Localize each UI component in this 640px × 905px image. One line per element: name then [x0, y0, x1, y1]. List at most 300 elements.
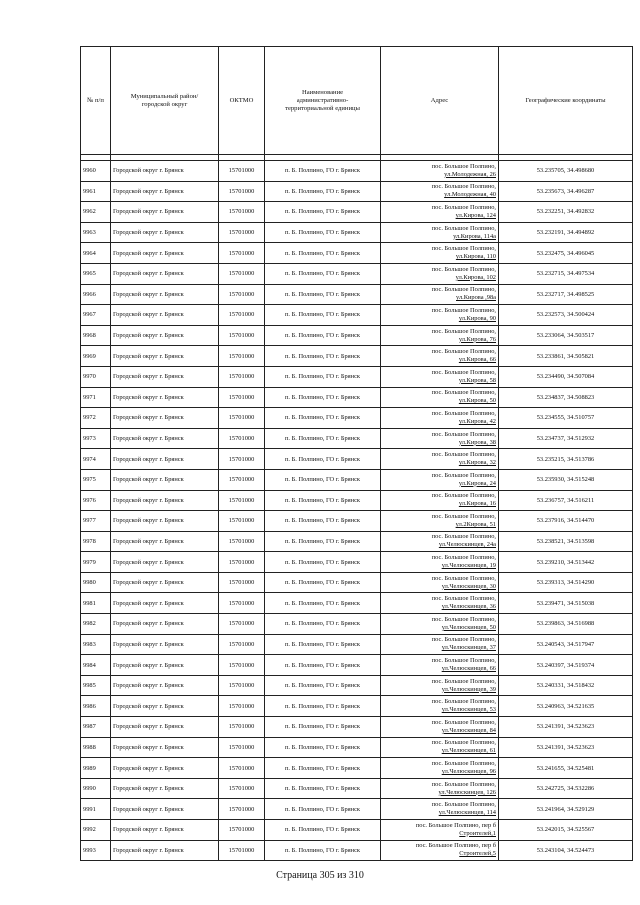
address-line-2: ул.Челюскинцев, 19: [441, 562, 496, 570]
row-number-cell: 9971: [81, 387, 111, 408]
oktmo-cell: 15701000: [219, 572, 265, 593]
table-row: [81, 655, 633, 676]
address-line-1: пос. Большое Полпино,: [431, 718, 496, 726]
address-line-2: Строителей,1: [459, 829, 496, 837]
address-line-1: пос. Большое Полпино,: [431, 533, 496, 541]
unit-cell: п. Б. Полпино, ГО г. Брянск: [265, 387, 381, 408]
unit-cell: п. Б. Полпино, ГО г. Брянск: [265, 593, 381, 614]
address-line-2: ул.Кирова ,98а: [456, 294, 496, 302]
address-line-1: пос. Большое Полпино,: [431, 430, 496, 438]
address-line-1: пос. Большое Полпино,: [431, 348, 496, 356]
table-row: [81, 820, 633, 841]
row-number-cell: 9987: [81, 717, 111, 738]
address-line-1: пос. Большое Полпино, пер б: [415, 821, 496, 829]
header-num: № п/п: [81, 47, 111, 155]
table-row: [81, 284, 633, 305]
municipality-cell: Городской округ г. Брянск: [111, 428, 219, 449]
address-cell: [381, 325, 499, 346]
row-number-cell: 9980: [81, 572, 111, 593]
address-line-2: ул.Челюскинцев, 37: [441, 644, 496, 652]
address-cell: [381, 614, 499, 635]
oktmo-cell: 15701000: [219, 614, 265, 635]
oktmo-cell: 15701000: [219, 346, 265, 367]
address-line-2: ул.Кирова, 102: [455, 273, 496, 281]
address-cell: [381, 346, 499, 367]
oktmo-cell: 15701000: [219, 325, 265, 346]
address-line-1: пос. Большое Полпино,: [431, 492, 496, 500]
address-cell: [381, 284, 499, 305]
address-line-1: пос. Большое Полпино, пер б: [415, 842, 496, 850]
address-line-2: ул.Кирова, 76: [458, 335, 496, 343]
address-cell: [381, 263, 499, 284]
coords-cell: 53.233064, 34.503517: [499, 325, 633, 346]
address-line-2: ул.Челюскинцев, 24а: [438, 541, 496, 549]
coords-cell: 53.241391, 34.523623: [499, 737, 633, 758]
coords-cell: 53.242015, 34.525567: [499, 820, 633, 841]
address-line-2: ул.Кирова, 42: [458, 417, 496, 425]
table-row: [81, 243, 633, 264]
address-line-1: пос. Большое Полпино,: [431, 739, 496, 747]
row-number-cell: 9972: [81, 408, 111, 429]
municipality-cell: Городской округ г. Брянск: [111, 243, 219, 264]
address-cell: [381, 449, 499, 470]
coords-cell: 53.232251, 34.492832: [499, 202, 633, 223]
registry-table: [80, 46, 633, 861]
coords-cell: 53.242725, 34.532286: [499, 778, 633, 799]
table-body: [81, 161, 633, 861]
coords-cell: 53.232191, 34.494892: [499, 222, 633, 243]
unit-cell: п. Б. Полпино, ГО г. Брянск: [265, 675, 381, 696]
address-cell: [381, 222, 499, 243]
address-line-1: пос. Большое Полпино,: [431, 780, 496, 788]
table-row: [81, 696, 633, 717]
unit-cell: п. Б. Полпино, ГО г. Брянск: [265, 202, 381, 223]
address-cell: [381, 572, 499, 593]
address-line-2: ул.Кирова, 66: [458, 356, 496, 364]
coords-cell: 53.234737, 34.512932: [499, 428, 633, 449]
row-number-cell: 9983: [81, 634, 111, 655]
table-row: [81, 778, 633, 799]
coords-cell: 53.232717, 34.498525: [499, 284, 633, 305]
coords-cell: 53.232573, 34.500424: [499, 305, 633, 326]
row-number-cell: 9973: [81, 428, 111, 449]
coords-cell: 53.240963, 34.521635: [499, 696, 633, 717]
municipality-cell: Городской округ г. Брянск: [111, 284, 219, 305]
unit-cell: п. Б. Полпино, ГО г. Брянск: [265, 263, 381, 284]
address-line-2: ул.Кирова, 58: [458, 376, 496, 384]
table-row: [81, 675, 633, 696]
address-cell: [381, 531, 499, 552]
oktmo-cell: 15701000: [219, 737, 265, 758]
address-cell: [381, 840, 499, 861]
address-cell: [381, 799, 499, 820]
address-cell: [381, 778, 499, 799]
address-cell: [381, 243, 499, 264]
table-row: [81, 634, 633, 655]
row-number-cell: 9988: [81, 737, 111, 758]
unit-cell: п. Б. Полпино, ГО г. Брянск: [265, 840, 381, 861]
municipality-cell: Городской округ г. Брянск: [111, 675, 219, 696]
coords-cell: 53.233861, 34.505821: [499, 346, 633, 367]
row-number-cell: 9976: [81, 490, 111, 511]
coords-cell: 53.240397, 34.519374: [499, 655, 633, 676]
table-row: [81, 449, 633, 470]
oktmo-cell: 15701000: [219, 181, 265, 202]
municipality-cell: Городской округ г. Брянск: [111, 737, 219, 758]
address-cell: [381, 408, 499, 429]
table-row: [81, 263, 633, 284]
municipality-cell: Городской округ г. Брянск: [111, 799, 219, 820]
address-line-2: ул.Челюскинцев, 96: [441, 768, 496, 776]
address-cell: [381, 675, 499, 696]
unit-cell: п. Б. Полпино, ГО г. Брянск: [265, 634, 381, 655]
address-line-1: пос. Большое Полпино,: [431, 389, 496, 397]
oktmo-cell: 15701000: [219, 799, 265, 820]
coords-cell: 53.240331, 34.518432: [499, 675, 633, 696]
unit-cell: п. Б. Полпино, ГО г. Брянск: [265, 737, 381, 758]
municipality-cell: Городской округ г. Брянск: [111, 449, 219, 470]
coords-cell: 53.241391, 34.523623: [499, 717, 633, 738]
unit-cell: п. Б. Полпино, ГО г. Брянск: [265, 717, 381, 738]
oktmo-cell: 15701000: [219, 408, 265, 429]
oktmo-cell: 15701000: [219, 449, 265, 470]
address-cell: [381, 490, 499, 511]
address-line-1: пос. Большое Полпино,: [431, 677, 496, 685]
address-cell: [381, 511, 499, 532]
oktmo-cell: 15701000: [219, 428, 265, 449]
table-row: [81, 614, 633, 635]
address-line-1: пос. Большое Полпино,: [431, 801, 496, 809]
oktmo-cell: 15701000: [219, 758, 265, 779]
address-line-2: ул.Челюскинцев, 66: [441, 665, 496, 673]
row-number-cell: 9982: [81, 614, 111, 635]
address-cell: [381, 820, 499, 841]
unit-cell: п. Б. Полпино, ГО г. Брянск: [265, 428, 381, 449]
table-row: [81, 305, 633, 326]
municipality-cell: Городской округ г. Брянск: [111, 263, 219, 284]
coords-cell: 53.243104, 34.524473: [499, 840, 633, 861]
address-line-1: пос. Большое Полпино,: [431, 595, 496, 603]
municipality-cell: Городской округ г. Брянск: [111, 490, 219, 511]
municipality-cell: Городской округ г. Брянск: [111, 820, 219, 841]
row-number-cell: 9990: [81, 778, 111, 799]
table-row: [81, 511, 633, 532]
address-cell: [381, 366, 499, 387]
address-line-2: Строителей,5: [459, 850, 496, 858]
unit-cell: п. Б. Полпино, ГО г. Брянск: [265, 469, 381, 490]
address-line-1: пос. Большое Полпино,: [431, 265, 496, 273]
header-municipality: Муниципальный район/городской округ: [111, 47, 219, 155]
address-line-1: пос. Большое Полпино,: [431, 224, 496, 232]
page-footer: Страница 305 из 310: [276, 870, 364, 881]
municipality-cell: Городской округ г. Брянск: [111, 161, 219, 182]
row-number-cell: 9981: [81, 593, 111, 614]
unit-cell: п. Б. Полпино, ГО г. Брянск: [265, 243, 381, 264]
table-row: [81, 490, 633, 511]
row-number-cell: 9977: [81, 511, 111, 532]
address-line-1: пос. Большое Полпино,: [431, 471, 496, 479]
address-cell: [381, 758, 499, 779]
oktmo-cell: 15701000: [219, 263, 265, 284]
address-line-2: ул.Челюскинцев, 39: [441, 685, 496, 693]
row-number-cell: 9969: [81, 346, 111, 367]
address-cell: [381, 428, 499, 449]
row-number-cell: 9965: [81, 263, 111, 284]
row-number-cell: 9962: [81, 202, 111, 223]
address-line-2: ул.Челюскинцев, 36: [441, 603, 496, 611]
unit-cell: п. Б. Полпино, ГО г. Брянск: [265, 449, 381, 470]
oktmo-cell: 15701000: [219, 284, 265, 305]
address-cell: [381, 655, 499, 676]
row-number-cell: 9975: [81, 469, 111, 490]
address-line-1: пос. Большое Полпино,: [431, 245, 496, 253]
municipality-cell: Городской округ г. Брянск: [111, 408, 219, 429]
table-row: [81, 181, 633, 202]
municipality-cell: Городской округ г. Брянск: [111, 387, 219, 408]
municipality-cell: Городской округ г. Брянск: [111, 325, 219, 346]
table-row: [81, 325, 633, 346]
address-line-2: ул.Кирова, 114а: [453, 232, 496, 240]
row-number-cell: 9985: [81, 675, 111, 696]
address-line-2: ул.2Кирова, 51: [455, 520, 496, 528]
address-line-1: пос. Большое Полпино,: [431, 657, 496, 665]
municipality-cell: Городской округ г. Брянск: [111, 593, 219, 614]
coords-cell: 53.237916, 34.514470: [499, 511, 633, 532]
unit-cell: п. Б. Полпино, ГО г. Брянск: [265, 511, 381, 532]
address-line-2: ул.Кирова, 24: [458, 479, 496, 487]
unit-cell: п. Б. Полпино, ГО г. Брянск: [265, 325, 381, 346]
unit-cell: п. Б. Полпино, ГО г. Брянск: [265, 222, 381, 243]
oktmo-cell: 15701000: [219, 717, 265, 738]
row-number-cell: 9989: [81, 758, 111, 779]
oktmo-cell: 15701000: [219, 675, 265, 696]
address-line-1: пос. Большое Полпино,: [431, 162, 496, 170]
unit-cell: п. Б. Полпино, ГО г. Брянск: [265, 758, 381, 779]
table-row: [81, 531, 633, 552]
oktmo-cell: 15701000: [219, 366, 265, 387]
unit-cell: п. Б. Полпино, ГО г. Брянск: [265, 408, 381, 429]
table-row: [81, 222, 633, 243]
municipality-cell: Городской округ г. Брянск: [111, 655, 219, 676]
row-number-cell: 9963: [81, 222, 111, 243]
table-row: [81, 799, 633, 820]
address-cell: [381, 181, 499, 202]
oktmo-cell: 15701000: [219, 820, 265, 841]
address-line-1: пос. Большое Полпино,: [431, 512, 496, 520]
row-number-cell: 9991: [81, 799, 111, 820]
table-row: [81, 408, 633, 429]
coords-cell: 53.238521, 34.513598: [499, 531, 633, 552]
address-cell: [381, 305, 499, 326]
unit-cell: п. Б. Полпино, ГО г. Брянск: [265, 572, 381, 593]
address-line-2: ул.Челюскинцев, 126: [438, 788, 496, 796]
address-line-1: пос. Большое Полпино,: [431, 698, 496, 706]
table-row: [81, 428, 633, 449]
oktmo-cell: 15701000: [219, 696, 265, 717]
address-line-2: ул.Кирова, 110: [455, 253, 496, 261]
municipality-cell: Городской округ г. Брянск: [111, 346, 219, 367]
address-cell: [381, 696, 499, 717]
municipality-cell: Городской округ г. Брянск: [111, 696, 219, 717]
address-line-2: ул.Кирова, 124: [455, 211, 496, 219]
row-number-cell: 9986: [81, 696, 111, 717]
coords-cell: 53.239313, 34.514290: [499, 572, 633, 593]
address-line-2: ул.Молодежная, 26: [444, 170, 496, 178]
address-line-2: ул.Кирова, 16: [458, 500, 496, 508]
row-number-cell: 9968: [81, 325, 111, 346]
coords-cell: 53.236757, 34.516211: [499, 490, 633, 511]
header-oktmo: ОКТМО: [219, 47, 265, 155]
row-number-cell: 9967: [81, 305, 111, 326]
oktmo-cell: 15701000: [219, 778, 265, 799]
coords-cell: 53.234555, 34.510757: [499, 408, 633, 429]
address-line-1: пос. Большое Полпино,: [431, 203, 496, 211]
address-cell: [381, 717, 499, 738]
coords-cell: 53.239471, 34.515038: [499, 593, 633, 614]
address-line-1: пос. Большое Полпино,: [431, 636, 496, 644]
municipality-cell: Городской округ г. Брянск: [111, 778, 219, 799]
table-row: [81, 758, 633, 779]
address-line-2: ул.Челюскинцев, 84: [441, 726, 496, 734]
table-row: [81, 469, 633, 490]
oktmo-cell: 15701000: [219, 161, 265, 182]
oktmo-cell: 15701000: [219, 387, 265, 408]
unit-cell: п. Б. Полпино, ГО г. Брянск: [265, 161, 381, 182]
oktmo-cell: 15701000: [219, 552, 265, 573]
municipality-cell: Городской округ г. Брянск: [111, 614, 219, 635]
oktmo-cell: 15701000: [219, 655, 265, 676]
oktmo-cell: 15701000: [219, 840, 265, 861]
table-row: [81, 161, 633, 182]
municipality-cell: Городской округ г. Брянск: [111, 634, 219, 655]
header-coords: Географические координаты: [499, 47, 633, 155]
coords-cell: 53.239210, 34.513442: [499, 552, 633, 573]
coords-cell: 53.235673, 34.496287: [499, 181, 633, 202]
oktmo-cell: 15701000: [219, 531, 265, 552]
row-number-cell: 9979: [81, 552, 111, 573]
row-number-cell: 9992: [81, 820, 111, 841]
coords-cell: 53.235215, 34.513786: [499, 449, 633, 470]
address-line-1: пос. Большое Полпино,: [431, 554, 496, 562]
oktmo-cell: 15701000: [219, 469, 265, 490]
row-number-cell: 9984: [81, 655, 111, 676]
unit-cell: п. Б. Полпино, ГО г. Брянск: [265, 655, 381, 676]
unit-cell: п. Б. Полпино, ГО г. Брянск: [265, 346, 381, 367]
unit-cell: п. Б. Полпино, ГО г. Брянск: [265, 490, 381, 511]
unit-cell: п. Б. Полпино, ГО г. Брянск: [265, 531, 381, 552]
address-cell: [381, 552, 499, 573]
address-line-1: пос. Большое Полпино,: [431, 574, 496, 582]
address-cell: [381, 469, 499, 490]
table-row: [81, 346, 633, 367]
address-cell: [381, 161, 499, 182]
address-cell: [381, 387, 499, 408]
address-line-1: пос. Большое Полпино,: [431, 451, 496, 459]
oktmo-cell: 15701000: [219, 634, 265, 655]
table-row: [81, 366, 633, 387]
unit-cell: п. Б. Полпино, ГО г. Брянск: [265, 614, 381, 635]
municipality-cell: Городской округ г. Брянск: [111, 717, 219, 738]
address-line-2: ул.Челюскинцев, 53: [441, 706, 496, 714]
address-line-1: пос. Большое Полпино,: [431, 615, 496, 623]
address-line-2: ул.Челюскинцев, 50: [441, 623, 496, 631]
coords-cell: 53.232715, 34.497534: [499, 263, 633, 284]
address-line-2: ул.Кирова, 32: [458, 459, 496, 467]
row-number-cell: 9993: [81, 840, 111, 861]
coords-cell: 53.234490, 34.507084: [499, 366, 633, 387]
address-line-1: пос. Большое Полпино,: [431, 183, 496, 191]
unit-cell: п. Б. Полпино, ГО г. Брянск: [265, 696, 381, 717]
row-number-cell: 9961: [81, 181, 111, 202]
address-line-1: пос. Большое Полпино,: [431, 306, 496, 314]
coords-cell: 53.241964, 34.529129: [499, 799, 633, 820]
municipality-cell: Городской округ г. Брянск: [111, 181, 219, 202]
header-address: Адрес: [381, 47, 499, 155]
municipality-cell: Городской округ г. Брянск: [111, 758, 219, 779]
table-row: [81, 737, 633, 758]
unit-cell: п. Б. Полпино, ГО г. Брянск: [265, 799, 381, 820]
row-number-cell: 9970: [81, 366, 111, 387]
coords-cell: 53.241655, 34.525481: [499, 758, 633, 779]
table-row: [81, 840, 633, 861]
table-row: [81, 202, 633, 223]
row-number-cell: 9974: [81, 449, 111, 470]
table-row: [81, 717, 633, 738]
municipality-cell: Городской округ г. Брянск: [111, 222, 219, 243]
oktmo-cell: 15701000: [219, 511, 265, 532]
oktmo-cell: 15701000: [219, 305, 265, 326]
municipality-cell: Городской округ г. Брянск: [111, 552, 219, 573]
coords-cell: 53.240543, 34.517947: [499, 634, 633, 655]
header-unit: Наименование административно-территориальной единицы: [265, 47, 381, 155]
coords-cell: 53.232475, 34.496045: [499, 243, 633, 264]
address-line-2: ул.Молодежная, 40: [444, 191, 496, 199]
unit-cell: п. Б. Полпино, ГО г. Брянск: [265, 778, 381, 799]
address-line-2: ул.Челюскинцев, 61: [441, 747, 496, 755]
row-number-cell: 9960: [81, 161, 111, 182]
municipality-cell: Городской округ г. Брянск: [111, 469, 219, 490]
address-line-2: ул.Кирова, 50: [458, 397, 496, 405]
address-line-1: пос. Большое Полпино,: [431, 327, 496, 335]
coords-cell: 53.239863, 34.516988: [499, 614, 633, 635]
address-line-1: пос. Большое Полпино,: [431, 760, 496, 768]
row-number-cell: 9966: [81, 284, 111, 305]
address-line-1: пос. Большое Полпино,: [431, 368, 496, 376]
address-line-1: пос. Большое Полпино,: [431, 286, 496, 294]
coords-cell: 53.235705, 34.498680: [499, 161, 633, 182]
unit-cell: п. Б. Полпино, ГО г. Брянск: [265, 366, 381, 387]
oktmo-cell: 15701000: [219, 202, 265, 223]
address-line-2: ул.Челюскинцев, 30: [441, 582, 496, 590]
oktmo-cell: 15701000: [219, 490, 265, 511]
municipality-cell: Городской округ г. Брянск: [111, 305, 219, 326]
table-row: [81, 552, 633, 573]
unit-cell: п. Б. Полпино, ГО г. Брянск: [265, 284, 381, 305]
municipality-cell: Городской округ г. Брянск: [111, 840, 219, 861]
oktmo-cell: 15701000: [219, 593, 265, 614]
address-line-2: ул.Кирова, 38: [458, 438, 496, 446]
oktmo-cell: 15701000: [219, 222, 265, 243]
municipality-cell: Городской округ г. Брянск: [111, 366, 219, 387]
unit-cell: п. Б. Полпино, ГО г. Брянск: [265, 181, 381, 202]
unit-cell: п. Б. Полпино, ГО г. Брянск: [265, 820, 381, 841]
row-number-cell: 9964: [81, 243, 111, 264]
address-cell: [381, 202, 499, 223]
table-row: [81, 593, 633, 614]
table-row: [81, 572, 633, 593]
municipality-cell: Городской округ г. Брянск: [111, 511, 219, 532]
unit-cell: п. Б. Полпино, ГО г. Брянск: [265, 552, 381, 573]
